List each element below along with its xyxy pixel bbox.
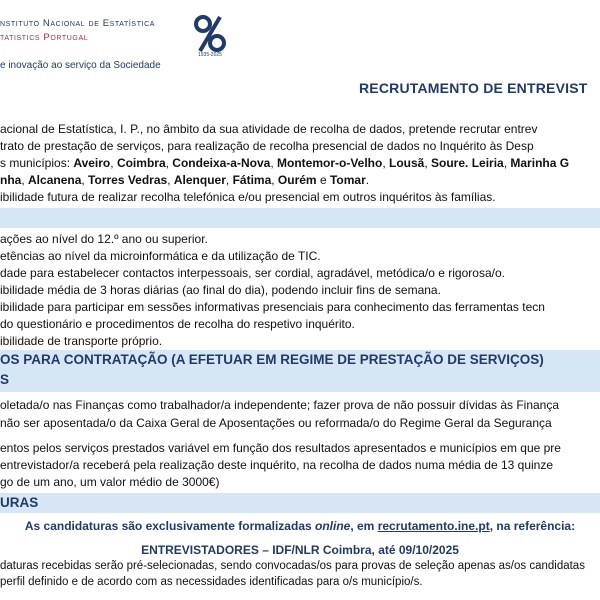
municipality: Montemor-o-Velho [277,156,383,170]
separator: , [271,173,278,187]
municipality: Lousã [389,156,425,170]
recruitment-link[interactable]: recrutamento.ine.pt [377,519,490,533]
contract-line: entos pelos serviços prestados variável em função dos resultados apresentados e municípios em que pre [0,441,561,455]
contract-line: go de um ano, um valor médio de 3000€) [0,475,220,489]
contract-line: entrevistador/a receberá pela realização deste inquérito, na recolha de dados numa média de 13 quinze [0,458,554,472]
requirement-item: do questionário e procedimentos de recolha do respetivo inquérito. [0,317,355,331]
separator: , [503,156,511,170]
applications-line-4: perfil definido e de acordo com as necessidades identificadas para o/s município/s. [0,576,423,588]
tagline: e inovação ao serviço da Sociedade [0,60,161,71]
institute-name-en: tatistics Portugal [0,32,89,43]
municipalities-prefix: s municípios: [0,156,74,170]
contract-heading: OS PARA CONTRATAÇÃO (A EFETUAR EM REGIME DE PRESTAÇÃO DE SERVIÇOS) [0,352,544,367]
contract-line: não ser aposentada/o da Caixa Geral de Aposentações ou reformada/o do Regime Geral da Segurança [0,416,552,430]
separator: , [382,156,389,170]
requirement-item: ibilidade média de 3 horas diárias (ao final do dia), podendo incluir fins de semana. [0,283,441,297]
applications-line-1 [0,519,600,533]
municipality: Condeixa-a-Nova [172,156,271,170]
municipality: nha [0,173,22,187]
online-emphasis: online [315,519,351,533]
applications-heading: URAS [0,495,39,510]
municipality: Marinha G [510,156,570,170]
municipality: Alenquer [173,173,226,187]
applications-text: , em [350,519,378,533]
municipality: Tomar [329,173,366,187]
applications-text: As candidaturas são exclusivamente formalizadas [24,519,315,533]
separator: , [270,156,277,170]
ine-percent-logo-icon [192,14,228,54]
separator: , [81,173,89,187]
requirement-item: ações ao nível do 12.º ano ou superior. [0,232,208,246]
requirement-item: dade para estabelecer contactos interpessoais, ser cordial, agradável, metódica/o e rigorosa/o. [0,266,505,280]
separator: , [167,173,174,187]
municipality: Aveiro [73,156,111,170]
institute-name-pt: nstituto Nacional de Estatística [0,18,156,29]
intro-line-4 [0,173,369,187]
municipality: Torres Vedras [88,173,168,187]
intro-line-1: acional de Estatística, I. P., no âmbito da sua atividade de recolha de dados, pretende recrutar entrev [0,122,538,136]
municipality: Soure. Leiria [431,156,504,170]
applications-header-band [0,493,600,513]
municipality: Fátima [232,173,272,187]
requirement-item: ibilidade de transporte próprio. [0,334,163,348]
separator: . [365,173,370,187]
requirement-item: etências ao nível da microinformática e da utilização de TIC. [0,249,321,263]
separator: e [316,173,330,187]
logo-years: 1935-2025 [198,52,222,58]
contract-heading-2: S [0,372,10,387]
requirement-item: ibilidade para participar em sessões informativas presenciais para conhecimento das ferramentas tecn [0,300,545,314]
contract-line: oletada/o nas Finanças como trabalhador/a independente; fazer prova de não possuir dívidas às Finança [0,398,560,412]
intro-line-5: ibilidade futura de realizar recolha telefónica e/ou presencial em outros inquéritos às famílias. [0,190,496,204]
applications-line-3: daturas recebidas serão pré-selecionadas, sendo convocadas/os para provas de seleção apenas as/os candidatas [0,560,585,572]
separator: , [110,156,117,170]
page-title: RECRUTAMENTO DE ENTREVIST [359,80,588,96]
separator: , [225,173,233,187]
applications-text: , na referência: [489,519,576,533]
municipality: Coimbra [116,156,166,170]
separator: , [165,156,173,170]
municipality: Alcanena [28,173,82,187]
intro-line-3 [0,156,569,170]
separator: , [424,156,432,170]
requirements-header-band [0,208,600,228]
reference-code: ENTREVISTADORES – IDF/NLR Coimbra, até 09/10/2025 [141,543,459,557]
municipality: Ourém [277,173,317,187]
separator: , [21,173,29,187]
intro-line-2: trato de prestação de serviços, para realização de recolha presencial de dados no Inquérito às Desp [0,139,534,153]
